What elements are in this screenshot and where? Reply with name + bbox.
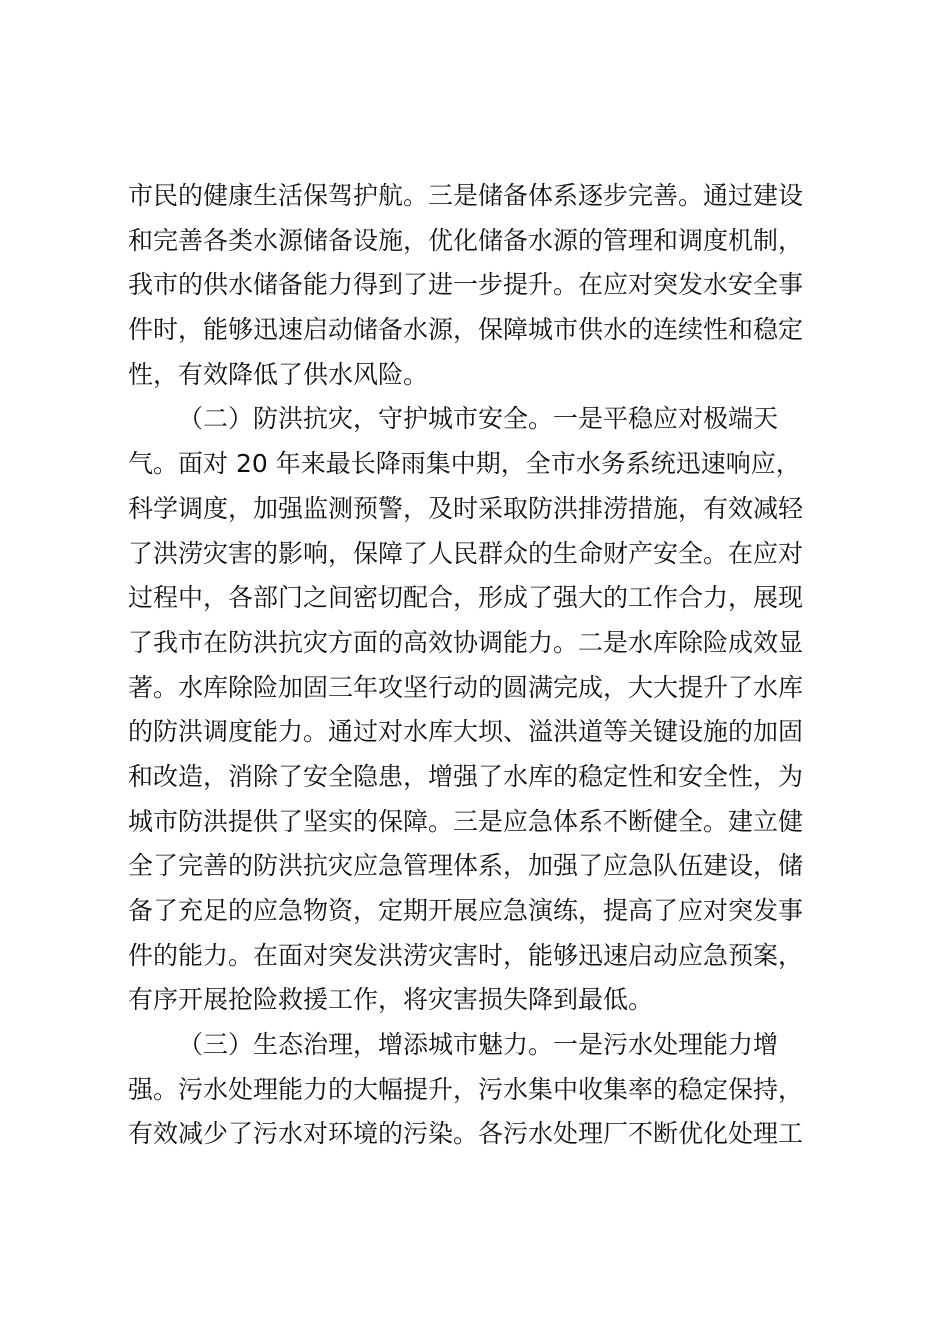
text-line: 全了完善的防洪抗灾应急管理体系，加强了应急队伍建设，储 xyxy=(128,851,804,881)
text-line: 著。水库除险加固三年攻坚行动的圆满完成，大大提升了水库 xyxy=(128,672,804,702)
text-line: 市民的健康生活保驾护航。三是储备体系逐步完善。通过建设 xyxy=(128,181,804,210)
text-line: 和改造，消除了安全隐患，增强了水库的稳定性和安全性，为 xyxy=(128,761,804,791)
text-line: 备了充足的应急物资，定期开展应急演练，提高了应对突发事 xyxy=(128,896,804,925)
document-body xyxy=(128,174,828,1157)
text-line: 了洪涝灾害的影响，保障了人民群众的生命财产安全。在应对 xyxy=(128,538,804,568)
text-line: 气。面对 20 年来最长降雨集中期，全市水务系统迅速响应， xyxy=(128,449,801,479)
text-line: 科学调度，加强监测预警，及时采取防洪排涝措施，有效减轻 xyxy=(128,493,804,523)
text-line: 了我市在防洪抗灾方面的高效协调能力。二是水库除险成效显 xyxy=(128,627,804,657)
section-heading-line: （二）防洪抗灾，守护城市安全。一是平稳应对极端天 xyxy=(178,404,779,434)
text-line: 的防洪调度能力。通过对水库大坝、溢洪道等关键设施的加固 xyxy=(128,717,804,747)
text-line: 我市的供水储备能力得到了进一步提升。在应对突发水安全事 xyxy=(128,270,804,300)
text-line: 过程中，各部门之间密切配合，形成了强大的工作合力，展现 xyxy=(128,583,804,613)
section-heading-line: （三）生态治理，增添城市魅力。一是污水处理能力增 xyxy=(178,1030,779,1060)
text-line: 性，有效降低了供水风险。 xyxy=(128,359,429,389)
text-line: 和完善各类水源储备设施，优化储备水源的管理和调度机制， xyxy=(128,225,804,255)
text-line: 城市防洪提供了坚实的保障。三是应急体系不断健全。建立健 xyxy=(128,806,804,836)
text-line: 有序开展抢险救援工作，将灾害损失降到最低。 xyxy=(128,985,654,1015)
text-line: 有效减少了污水对环境的污染。各污水处理厂不断优化处理工 xyxy=(128,1119,804,1149)
text-line: 件时，能够迅速启动储备水源，保障城市供水的连续性和稳定 xyxy=(128,315,804,345)
text-line: 件的能力。在面对突发洪涝灾害时，能够迅速启动应急预案， xyxy=(128,940,804,970)
text-line: 强。污水处理能力的大幅提升，污水集中收集率的稳定保持， xyxy=(128,1074,804,1104)
